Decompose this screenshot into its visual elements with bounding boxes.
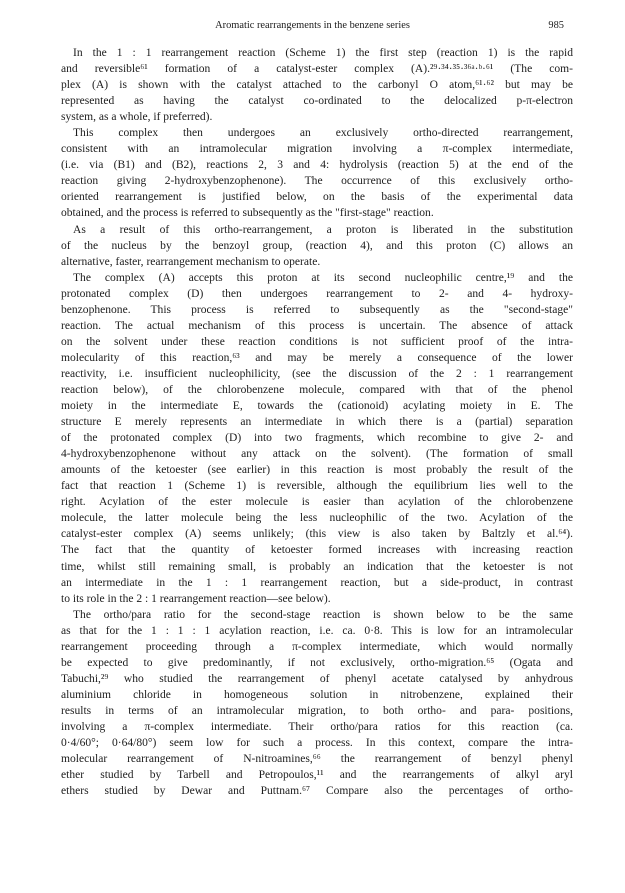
text-line: an intermediate in the 1 : 1 rearrangement reaction, but a side-product, in contrast: [61, 576, 573, 589]
text-line: time, whilst still remaining small, is probably an indication that the ketoester is not: [61, 560, 573, 573]
paragraph-2: [61, 125, 573, 221]
text-line: of the nucleus by the benzoyl group, (reaction 4), and this proton (C) allows an: [61, 239, 573, 252]
text-line: ether studied by Tarbell and Petropoulos,¹¹ and the rearrangements of alkyl aryl: [61, 769, 573, 782]
text-line: oriented rearrangement is justified below, on the basis of the experimental data: [61, 191, 573, 204]
text-line: 0·4/60°; 0·64/80°) seem low for such a process. In this context, compare the intra-: [61, 737, 573, 750]
text-line: on the solvent under these reaction conditions is not sufficient proof of the intra-: [61, 335, 573, 348]
paragraph-4: [61, 270, 573, 607]
text-line: molecularity of this reaction,⁶³ and may be merely a consequence of the lower: [61, 351, 573, 364]
text-line: amounts of the ketoester (see earlier) in this reaction is most probably the result of the: [61, 464, 573, 477]
text-line: reaction giving 2-hydroxybenzophenone). The occurrence of this exclusively ortho-: [61, 175, 573, 188]
text-line: benzophenone. This process is referred to subsequently as the "second-stage": [61, 303, 573, 316]
text-line: plex (A) is shown with the catalyst attached to the carbonyl O atom,⁶¹·⁶² but may be: [61, 79, 573, 92]
text-line: alternative, faster, rearrangement mechanism to operate.: [61, 255, 321, 268]
text-line: molecular rearrangement of N-nitroamines,⁶⁶ the rearrangement of benzyl phenyl: [61, 753, 573, 766]
text-line: Tabuchi,²⁹ who studied the rearrangement of phenyl acetate catalysed by anhydrous: [61, 672, 573, 685]
text-line: The ortho/para ratio for the second-stage reaction is shown below to be the same: [73, 608, 573, 621]
running-head-title: Aromatic rearrangements in the benzene series: [215, 20, 410, 31]
text-line: structure E merely represents an intermediate in which there is a (partial) separation: [61, 416, 573, 429]
text-line: The complex (A) accepts this proton at its second nucleophilic centre,¹⁹ and the: [73, 271, 573, 284]
text-line: In the 1 : 1 rearrangement reaction (Scheme 1) the first step (reaction 1) is the rapid: [73, 47, 573, 59]
text-line: of the protonated complex (D) into two fragments, which recombine to give 2- and: [61, 432, 573, 445]
paragraph-3: [61, 222, 573, 270]
text-line: reactivity, i.e. insufficient nucleophilicity, (see the discussion of the 2 : 1 rearrangement: [61, 367, 573, 380]
text-line: as that for the 1 : 1 : 1 acylation reaction, i.e. ca. 0·8. This is low for an intramolecular: [61, 624, 573, 637]
text-line: molecule, the latter molecule being the less nucleophilic of the two. Acylation of the: [61, 512, 573, 525]
text-line: fact that reaction 1 (Scheme 1) is reversible, although the equilibrium lies well to the: [61, 480, 573, 493]
text-line: As a result of this ortho-rearrangement, a proton is liberated in the substitution: [73, 223, 573, 236]
paragraph-1: [61, 45, 573, 125]
page-number: 985: [548, 20, 564, 31]
running-head: [0, 20, 625, 34]
text-line: reaction below), of the chlorobenzene molecule, compared with that of the phenol: [61, 383, 573, 396]
text-line: be expected to give predominantly, if not exclusively, ortho-migration.⁶⁵ (Ogata and: [61, 656, 573, 669]
text-line: 4-hydroxybenzophenone without any attack on the solvent). (The formation of small: [61, 448, 573, 461]
paragraph-5: [61, 607, 573, 800]
text-line: represented as having the catalyst co-ordinated to the delocalized p-π-electron: [61, 95, 573, 108]
text-line: catalyst-ester complex (A) seems unlikely; (this view is also taken by Baltzly et al.⁶⁴).: [61, 528, 573, 541]
text-line: involving a π-complex intermediate. Their ortho/para ratios for this reaction (ca.: [61, 720, 573, 733]
text-line: rearrangement proceeding through a π-complex intermediate, which would normally: [61, 640, 573, 653]
text-line: obtained, and the process is referred to subsequently as the "first-stage" reaction.: [61, 207, 434, 220]
text-line: The fact that the quantity of ketoester formed increases with increasing reaction: [61, 544, 573, 557]
text-line: to its role in the 2 : 1 rearrangement reaction—see below).: [61, 592, 331, 605]
text-line: protonated complex (D) then undergoes rearrangement to 2- and 4- hydroxy-: [61, 287, 573, 300]
text-line: right. Acylation of the ester molecule is easier than acylation of the chlorobenzene: [61, 496, 573, 509]
text-line: This complex then undergoes an exclusively ortho-directed rearrangement,: [73, 127, 573, 140]
text-line: moiety in the intermediate E, towards the (cationoid) acylating moiety in E. The: [61, 400, 573, 413]
text-line: ethers studied by Dewar and Puttnam.⁶⁷ Compare also the percentages of ortho-: [61, 785, 573, 798]
text-line: and reversible⁶¹ formation of a catalyst-ester complex (A).²⁹·³⁴·³⁵·³⁶ᵃ·ᵇ·⁶¹ (The com-: [61, 63, 573, 76]
text-line: reaction. The actual mechanism of this process is uncertain. The absence of attack: [61, 319, 573, 332]
text-line: consistent with an intramolecular migration involving a π-complex intermediate,: [61, 143, 573, 156]
text-line: results in terms of an intramolecular migration, to both ortho- and para- positions,: [61, 704, 573, 717]
text-line: system, as a whole, if preferred).: [61, 111, 213, 124]
body-text: [61, 45, 573, 799]
text-line: aluminium chloride in homogeneous solution in nitrobenzene, explained their: [61, 688, 573, 701]
text-line: (i.e. via (B1) and (B2), reactions 2, 3 and 4: hydrolysis (reaction 5) at the end of the: [61, 159, 573, 172]
